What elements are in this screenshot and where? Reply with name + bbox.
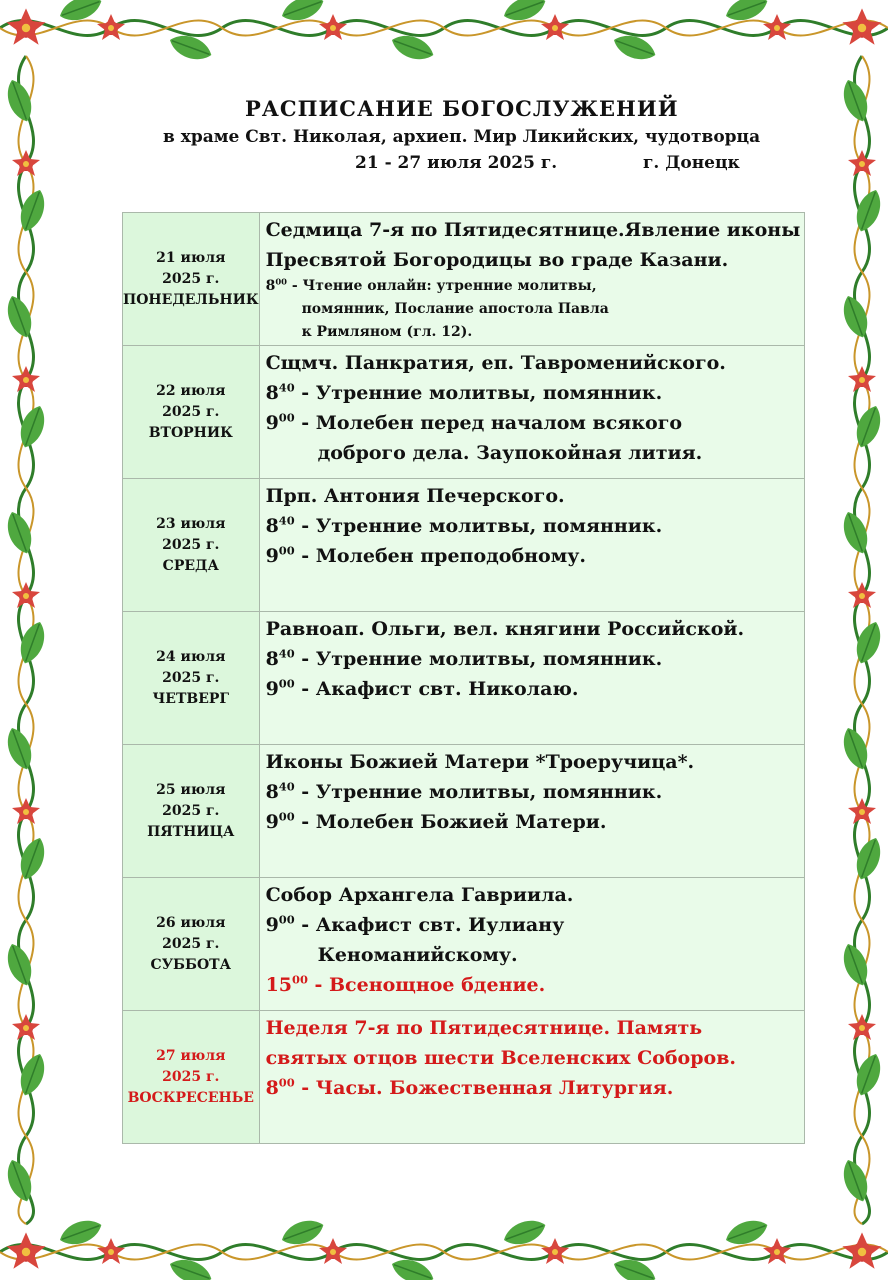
table-row bbox=[123, 1011, 805, 1144]
table-row bbox=[123, 878, 805, 1011]
service-time: 9 bbox=[265, 811, 279, 833]
service-line: $8^{40}$ - Утренние молитвы, помянник. bbox=[265, 646, 663, 670]
service-line: Собор Архангела Гавриила. bbox=[265, 884, 574, 906]
day-weekday: ВОСКРЕСЕНЬЕ bbox=[127, 1089, 254, 1106]
day-weekday: СУББОТА bbox=[150, 956, 231, 973]
service-time-minutes: 00 bbox=[278, 410, 295, 425]
service-cell bbox=[259, 745, 805, 878]
service-line: $15^{00}$ - Всенощное бдение. bbox=[265, 972, 546, 996]
service-time-minutes: 00 bbox=[278, 1075, 295, 1090]
service-line: $9^{00}$ - Акафист свт. Иулиану bbox=[265, 912, 565, 936]
day-date: 27 июля bbox=[156, 1047, 226, 1064]
service-line: Кеноманийскому. bbox=[317, 944, 518, 966]
service-line: $8^{40}$ - Утренние молитвы, помянник. bbox=[265, 380, 663, 404]
day-cell bbox=[123, 612, 260, 745]
service-time: 8 bbox=[265, 515, 279, 537]
service-line: $8^{00}$ - Часы. Божественная Литургия. bbox=[265, 1075, 674, 1099]
service-line: $9^{00}$ - Молебен преподобному. bbox=[265, 543, 586, 567]
service-time-minutes: 00 bbox=[278, 912, 295, 927]
service-time: 8 bbox=[265, 278, 276, 294]
service-cell bbox=[259, 479, 805, 612]
service-time-minutes: 40 bbox=[278, 380, 295, 395]
service-time-minutes: 40 bbox=[278, 513, 295, 528]
day-cell bbox=[123, 346, 260, 479]
day-year: 2025 г. bbox=[162, 1068, 220, 1085]
service-line: Пресвятой Богородицы во граде Казани. bbox=[265, 249, 729, 271]
service-cell bbox=[259, 346, 805, 479]
schedule-table bbox=[122, 212, 805, 1144]
service-time: 8 bbox=[265, 1077, 279, 1099]
service-time-minutes: 00 bbox=[292, 972, 308, 987]
service-line: святых отцов шести Вселенских Соборов. bbox=[265, 1047, 737, 1069]
service-line: Сщмч. Панкратия, еп. Тавроменийского. bbox=[265, 352, 726, 374]
service-line: доброго дела. Заупокойная лития. bbox=[317, 442, 703, 464]
service-time-minutes: 00 bbox=[278, 543, 295, 558]
service-time: 8 bbox=[265, 382, 279, 404]
service-line: $8^{00}$ - Чтение онлайн: утренние молитвы, bbox=[265, 276, 597, 294]
day-weekday: ВТОРНИК bbox=[148, 424, 233, 441]
border-left bbox=[2, 56, 50, 1224]
day-cell bbox=[123, 213, 260, 346]
service-cell bbox=[259, 612, 805, 745]
table-row bbox=[123, 479, 805, 612]
service-time: 8 bbox=[265, 781, 279, 803]
table-row bbox=[123, 612, 805, 745]
day-cell bbox=[123, 479, 260, 612]
service-cell bbox=[259, 1011, 805, 1144]
service-line: Равноап. Ольги, вел. княгини Российской. bbox=[265, 618, 745, 640]
page-title: РАСПИСАНИЕ БОГОСЛУЖЕНИЙ bbox=[245, 96, 679, 121]
day-weekday: ПЯТНИЦА bbox=[147, 823, 235, 840]
border-right bbox=[838, 56, 886, 1224]
border-bottom bbox=[0, 1215, 888, 1280]
day-date: 26 июля bbox=[156, 914, 226, 931]
day-year: 2025 г. bbox=[162, 935, 220, 952]
day-cell bbox=[123, 878, 260, 1011]
day-date: 25 июля bbox=[156, 781, 226, 798]
service-time-minutes: 00 bbox=[275, 276, 287, 287]
day-cell bbox=[123, 1011, 260, 1144]
border-top bbox=[0, 0, 888, 65]
service-line: $9^{00}$ - Молебен перед началом всякого bbox=[265, 410, 683, 434]
service-time: 9 bbox=[265, 914, 279, 936]
service-line: к Римляном (гл. 12). bbox=[301, 324, 473, 340]
table-row bbox=[123, 213, 805, 346]
service-line: $8^{40}$ - Утренние молитвы, помянник. bbox=[265, 779, 663, 803]
service-line: помянник, Послание апостола Павла bbox=[301, 301, 609, 317]
page-subtitle: в храме Свт. Николая, архиеп. Мир Ликийских, чудотворца bbox=[163, 127, 761, 147]
day-date: 23 июля bbox=[156, 515, 226, 532]
service-time-minutes: 40 bbox=[278, 646, 295, 661]
service-time-minutes: 40 bbox=[278, 779, 295, 794]
service-line: Седмица 7-я по Пятидесятнице.Явление иконы bbox=[265, 219, 801, 241]
service-time: 8 bbox=[265, 648, 279, 670]
service-time: 9 bbox=[265, 678, 279, 700]
day-weekday: ПОНЕДЕЛЬНИК bbox=[123, 291, 259, 308]
day-year: 2025 г. bbox=[162, 270, 220, 287]
day-cell bbox=[123, 745, 260, 878]
day-weekday: СРЕДА bbox=[162, 557, 219, 574]
service-line: $9^{00}$ - Акафист свт. Николаю. bbox=[265, 676, 579, 700]
service-time-minutes: 00 bbox=[278, 809, 295, 824]
table-row bbox=[123, 346, 805, 479]
day-year: 2025 г. bbox=[162, 669, 220, 686]
service-line: $9^{00}$ - Молебен Божией Матери. bbox=[265, 809, 607, 833]
day-year: 2025 г. bbox=[162, 802, 220, 819]
table-row bbox=[123, 745, 805, 878]
service-time: 9 bbox=[265, 545, 279, 567]
service-line: $8^{40}$ - Утренние молитвы, помянник. bbox=[265, 513, 663, 537]
day-year: 2025 г. bbox=[162, 536, 220, 553]
day-date: 24 июля bbox=[156, 648, 226, 665]
service-line: Иконы Божией Матери *Троеручица*. bbox=[265, 751, 695, 773]
date-range: 21 - 27 июля 2025 г. bbox=[355, 153, 558, 173]
city: г. Донецк bbox=[643, 153, 740, 173]
day-weekday: ЧЕТВЕРГ bbox=[152, 690, 230, 707]
day-year: 2025 г. bbox=[162, 403, 220, 420]
day-date: 21 июля bbox=[156, 249, 226, 266]
service-cell bbox=[259, 878, 805, 1011]
service-time-minutes: 00 bbox=[278, 676, 295, 691]
service-line: Неделя 7-я по Пятидесятнице. Память bbox=[265, 1017, 703, 1039]
service-cell bbox=[259, 213, 805, 346]
service-time: 9 bbox=[265, 412, 279, 434]
day-date: 22 июля bbox=[156, 382, 226, 399]
service-time: 15 bbox=[265, 974, 293, 996]
service-line: Прп. Антония Печерского. bbox=[265, 485, 565, 507]
